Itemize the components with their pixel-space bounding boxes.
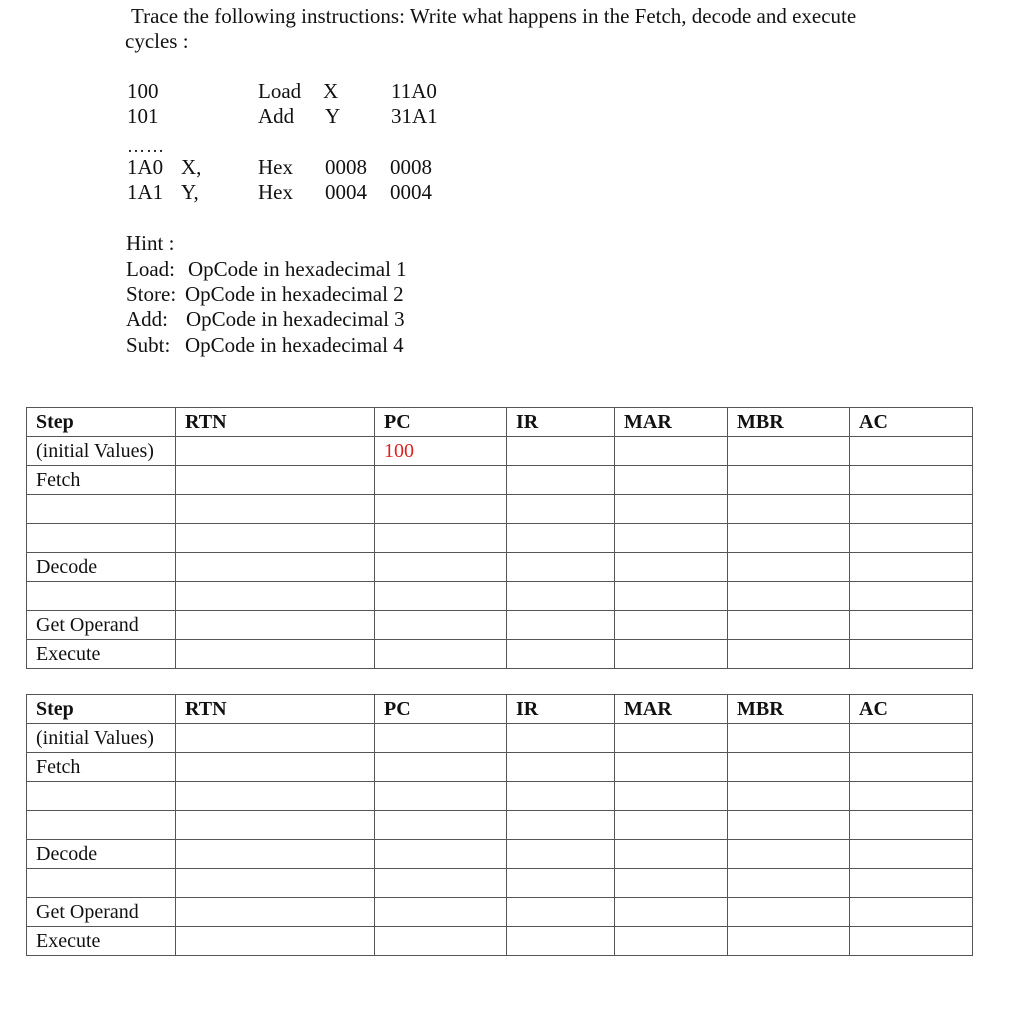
hint-op-text: OpCode in hexadecimal 1 xyxy=(188,257,407,281)
table-row xyxy=(27,811,973,840)
mbr-cell[interactable] xyxy=(728,724,850,753)
pc-cell[interactable] xyxy=(375,898,507,927)
ir-cell[interactable] xyxy=(507,611,615,640)
rtn-cell[interactable] xyxy=(176,437,375,466)
ac-cell[interactable] xyxy=(850,582,973,611)
step-cell: Get Operand xyxy=(27,898,176,927)
data-type: Hex xyxy=(258,180,293,204)
mar-cell[interactable] xyxy=(615,553,728,582)
program-operand: X xyxy=(323,79,339,103)
table-row xyxy=(27,640,973,669)
table-row xyxy=(27,840,973,869)
mar-cell[interactable] xyxy=(615,869,728,898)
instructions-line-1: Trace the following instructions: Write what happens in the Fetch, decode and execute xyxy=(131,4,857,28)
step-cell: Fetch xyxy=(27,466,176,495)
mar-cell[interactable] xyxy=(615,898,728,927)
ir-cell[interactable] xyxy=(507,640,615,669)
mbr-cell[interactable] xyxy=(728,437,850,466)
trace-table-2 xyxy=(26,694,973,956)
mbr-cell[interactable] xyxy=(728,782,850,811)
ac-cell[interactable] xyxy=(850,782,973,811)
header-step: Step xyxy=(27,695,176,724)
header-rtn: RTN xyxy=(176,408,375,437)
table-row xyxy=(27,524,973,553)
mar-cell[interactable] xyxy=(615,437,728,466)
table-row xyxy=(27,466,973,495)
pc-cell[interactable] xyxy=(375,840,507,869)
step-cell: Execute xyxy=(27,927,176,956)
table-row xyxy=(27,724,973,753)
ir-cell[interactable] xyxy=(507,466,615,495)
hint-op-name: Store: xyxy=(126,282,177,306)
mbr-cell[interactable] xyxy=(728,611,850,640)
data-value-1: 0008 xyxy=(325,155,367,179)
ir-cell[interactable] xyxy=(507,840,615,869)
ir-cell[interactable] xyxy=(507,811,615,840)
mbr-cell[interactable] xyxy=(728,753,850,782)
mbr-cell[interactable] xyxy=(728,495,850,524)
table-row xyxy=(27,553,973,582)
program-addr: 101 xyxy=(127,104,159,128)
step-cell: Get Operand xyxy=(27,611,176,640)
hint-op-name: Subt: xyxy=(126,333,171,357)
mbr-cell[interactable] xyxy=(728,553,850,582)
pc-cell[interactable] xyxy=(375,582,507,611)
pc-cell[interactable] xyxy=(375,811,507,840)
mar-cell[interactable] xyxy=(615,582,728,611)
pc-cell[interactable] xyxy=(375,524,507,553)
pc-cell[interactable] xyxy=(375,753,507,782)
rtn-cell[interactable] xyxy=(176,753,375,782)
ir-cell[interactable] xyxy=(507,524,615,553)
ac-cell[interactable] xyxy=(850,553,973,582)
header-ac: AC xyxy=(850,408,973,437)
pc-cell[interactable] xyxy=(375,724,507,753)
data-type: Hex xyxy=(258,155,293,179)
rtn-cell[interactable] xyxy=(176,466,375,495)
data-addr: 1A1 xyxy=(127,180,164,204)
data-value-2: 0004 xyxy=(390,180,432,204)
ac-cell[interactable] xyxy=(850,466,973,495)
ac-cell[interactable] xyxy=(850,927,973,956)
step-cell: Execute xyxy=(27,640,176,669)
mar-cell[interactable] xyxy=(615,611,728,640)
rtn-cell[interactable] xyxy=(176,724,375,753)
pc-cell[interactable] xyxy=(375,495,507,524)
mar-cell[interactable] xyxy=(615,495,728,524)
header-pc: PC xyxy=(375,408,507,437)
ac-cell[interactable] xyxy=(850,898,973,927)
table-row xyxy=(27,582,973,611)
hint-op-text: OpCode in hexadecimal 2 xyxy=(185,282,404,306)
step-cell: Fetch xyxy=(27,753,176,782)
table-row xyxy=(27,869,973,898)
ir-cell[interactable] xyxy=(507,724,615,753)
ir-cell[interactable] xyxy=(507,553,615,582)
mbr-cell[interactable] xyxy=(728,466,850,495)
ac-cell[interactable] xyxy=(850,495,973,524)
mar-cell[interactable] xyxy=(615,753,728,782)
pc-cell[interactable] xyxy=(375,927,507,956)
rtn-cell[interactable] xyxy=(176,524,375,553)
ir-cell[interactable] xyxy=(507,495,615,524)
data-name: X, xyxy=(181,155,202,179)
data-name: Y, xyxy=(181,180,199,204)
mbr-cell[interactable] xyxy=(728,840,850,869)
ac-cell[interactable] xyxy=(850,611,973,640)
mar-cell[interactable] xyxy=(615,640,728,669)
table-row xyxy=(27,611,973,640)
hint-op-name: Load: xyxy=(126,257,175,281)
table-row xyxy=(27,753,973,782)
step-cell xyxy=(27,582,176,611)
rtn-cell[interactable] xyxy=(176,898,375,927)
mar-cell[interactable] xyxy=(615,840,728,869)
step-cell xyxy=(27,811,176,840)
instructions-line-2: cycles : xyxy=(125,29,189,53)
mbr-cell[interactable] xyxy=(728,524,850,553)
program-op: Load xyxy=(258,79,302,103)
pc-cell[interactable] xyxy=(375,553,507,582)
step-cell: (initial Values) xyxy=(27,437,176,466)
mar-cell[interactable] xyxy=(615,811,728,840)
rtn-cell[interactable] xyxy=(176,782,375,811)
table-row xyxy=(27,782,973,811)
program-code: 31A1 xyxy=(391,104,438,128)
header-mar: MAR xyxy=(615,408,728,437)
table-row xyxy=(27,898,973,927)
ac-cell[interactable] xyxy=(850,869,973,898)
rtn-cell[interactable] xyxy=(176,869,375,898)
step-cell: Decode xyxy=(27,840,176,869)
header-rtn: RTN xyxy=(176,695,375,724)
ir-cell[interactable] xyxy=(507,898,615,927)
data-value-1: 0004 xyxy=(325,180,367,204)
ir-cell[interactable] xyxy=(507,582,615,611)
ac-cell[interactable] xyxy=(850,524,973,553)
ac-cell[interactable] xyxy=(850,753,973,782)
step-cell xyxy=(27,495,176,524)
ac-cell[interactable] xyxy=(850,811,973,840)
table-row xyxy=(27,437,973,466)
ac-cell[interactable] xyxy=(850,437,973,466)
rtn-cell[interactable] xyxy=(176,495,375,524)
data-value-2: 0008 xyxy=(390,155,432,179)
hint-op-text: OpCode in hexadecimal 4 xyxy=(185,333,404,357)
step-cell xyxy=(27,869,176,898)
ir-cell[interactable] xyxy=(507,869,615,898)
mar-cell[interactable] xyxy=(615,724,728,753)
program-operand: Y xyxy=(325,104,341,128)
pc-cell[interactable] xyxy=(375,782,507,811)
header-step: Step xyxy=(27,408,176,437)
pc-cell[interactable] xyxy=(375,611,507,640)
pc-cell[interactable] xyxy=(375,640,507,669)
mbr-cell[interactable] xyxy=(728,927,850,956)
mbr-cell[interactable] xyxy=(728,811,850,840)
mbr-cell[interactable] xyxy=(728,869,850,898)
mar-cell[interactable] xyxy=(615,782,728,811)
header-mbr: MBR xyxy=(728,695,850,724)
ac-cell[interactable] xyxy=(850,840,973,869)
program-op: Add xyxy=(258,104,295,128)
rtn-cell[interactable] xyxy=(176,582,375,611)
program-code: 11A0 xyxy=(391,79,437,103)
step-cell: Decode xyxy=(27,553,176,582)
table-header-row xyxy=(27,408,973,437)
hint-title: Hint : xyxy=(126,231,175,255)
header-ir: IR xyxy=(507,695,615,724)
table-row xyxy=(27,495,973,524)
step-cell xyxy=(27,524,176,553)
ir-cell[interactable] xyxy=(507,753,615,782)
data-addr: 1A0 xyxy=(127,155,164,179)
ir-cell[interactable] xyxy=(507,782,615,811)
hint-op-text: OpCode in hexadecimal 3 xyxy=(186,307,405,331)
table-row xyxy=(27,927,973,956)
pc-cell[interactable]: 100 xyxy=(375,437,507,466)
mar-cell[interactable] xyxy=(615,466,728,495)
ir-cell[interactable] xyxy=(507,927,615,956)
header-mar: MAR xyxy=(615,695,728,724)
hint-op-name: Add: xyxy=(126,307,168,331)
mar-cell[interactable] xyxy=(615,927,728,956)
ellipsis: …… xyxy=(127,136,165,156)
rtn-cell[interactable] xyxy=(176,811,375,840)
trace-table-1 xyxy=(26,407,973,669)
ac-cell[interactable] xyxy=(850,724,973,753)
header-ac: AC xyxy=(850,695,973,724)
mbr-cell[interactable] xyxy=(728,898,850,927)
header-pc: PC xyxy=(375,695,507,724)
program-addr: 100 xyxy=(127,79,159,103)
ir-cell[interactable] xyxy=(507,437,615,466)
mar-cell[interactable] xyxy=(615,524,728,553)
ac-cell[interactable] xyxy=(850,640,973,669)
rtn-cell[interactable] xyxy=(176,640,375,669)
table-header-row xyxy=(27,695,973,724)
header-mbr: MBR xyxy=(728,408,850,437)
rtn-cell[interactable] xyxy=(176,840,375,869)
pc-cell[interactable] xyxy=(375,466,507,495)
header-ir: IR xyxy=(507,408,615,437)
mbr-cell[interactable] xyxy=(728,582,850,611)
rtn-cell[interactable] xyxy=(176,927,375,956)
step-cell: (initial Values) xyxy=(27,724,176,753)
pc-cell[interactable] xyxy=(375,869,507,898)
rtn-cell[interactable] xyxy=(176,553,375,582)
mbr-cell[interactable] xyxy=(728,640,850,669)
step-cell xyxy=(27,782,176,811)
rtn-cell[interactable] xyxy=(176,611,375,640)
